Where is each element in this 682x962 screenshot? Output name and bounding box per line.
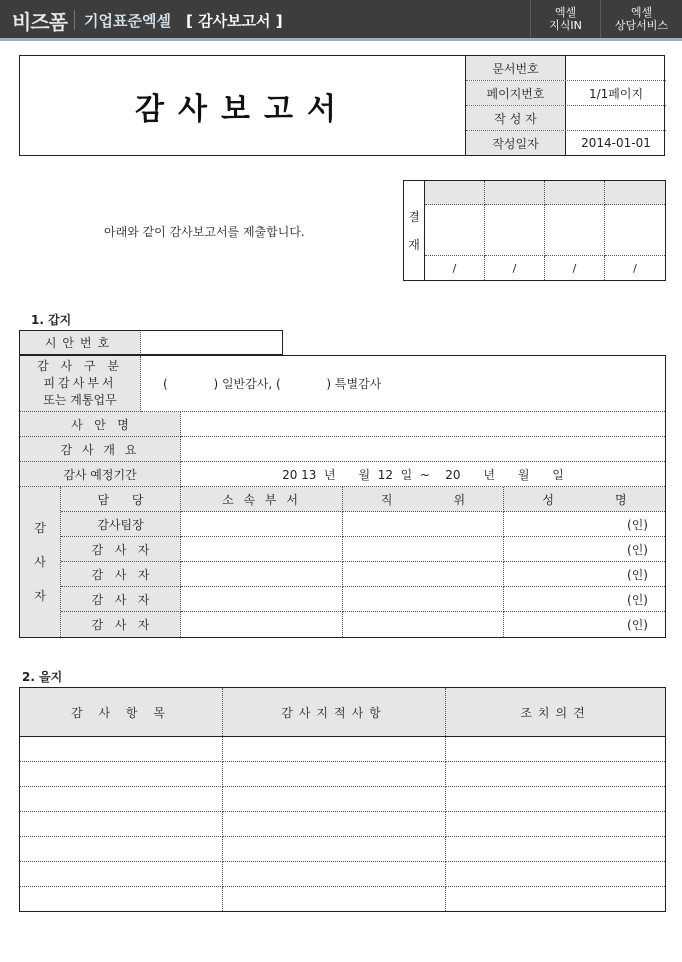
cell[interactable] bbox=[223, 812, 446, 837]
auditor-position[interactable] bbox=[343, 562, 504, 587]
approval-label-top: 결 bbox=[408, 209, 420, 224]
auditor-seal[interactable]: (인) bbox=[627, 618, 648, 632]
excel-knowledge-button[interactable] bbox=[530, 0, 600, 38]
cell[interactable] bbox=[20, 737, 223, 762]
cell[interactable] bbox=[223, 862, 446, 887]
cell[interactable] bbox=[446, 812, 666, 837]
section2-heading: 2. 을지 bbox=[22, 670, 63, 684]
auditor-seal[interactable]: (인) bbox=[504, 587, 665, 612]
table-row bbox=[20, 862, 666, 887]
approval-date-cell[interactable]: / bbox=[545, 256, 605, 280]
meta-row bbox=[466, 106, 666, 131]
auditor-label-1: 감 bbox=[34, 521, 46, 535]
auditor-label-3: 자 bbox=[34, 589, 46, 603]
auditor-role: 감 사 자 bbox=[61, 587, 181, 612]
auditor-dept[interactable] bbox=[181, 512, 343, 537]
cell[interactable] bbox=[223, 887, 446, 912]
consult-service-button[interactable] bbox=[600, 0, 682, 38]
approver-title-cell[interactable] bbox=[425, 181, 485, 205]
meta-label: 작 성 자 bbox=[466, 106, 566, 130]
intro-text: 아래와 같이 감사보고서를 제출합니다. bbox=[104, 225, 305, 239]
col-name: 성 명 bbox=[504, 487, 665, 512]
signature-cell[interactable] bbox=[605, 205, 665, 256]
auditor-role: 감 사 자 bbox=[61, 612, 181, 637]
subject-label: 사 안 명 bbox=[20, 412, 181, 437]
audit-type-label-1: 감 사 구 분 bbox=[37, 359, 123, 373]
meta-row bbox=[466, 131, 666, 155]
col-action: 조치의견 bbox=[446, 688, 666, 737]
table-header-row bbox=[20, 688, 666, 737]
approval-label-bottom: 재 bbox=[408, 237, 420, 252]
auditor-position[interactable] bbox=[343, 612, 504, 637]
overview-value[interactable] bbox=[181, 437, 665, 462]
meta-row bbox=[466, 81, 666, 106]
auditor-seal[interactable]: (인) bbox=[504, 537, 665, 562]
approver-title-cell[interactable] bbox=[485, 181, 545, 205]
auditor-position[interactable] bbox=[343, 512, 504, 537]
cell[interactable] bbox=[446, 787, 666, 812]
cell[interactable] bbox=[446, 737, 666, 762]
consult-service-label-1: 엑셀 bbox=[630, 6, 653, 19]
table-row bbox=[20, 812, 666, 837]
approval-grid bbox=[425, 181, 665, 280]
auditor-role: 감사팀장 bbox=[61, 512, 181, 537]
meta-value[interactable]: 2014-01-01 bbox=[581, 136, 651, 150]
cell[interactable] bbox=[20, 887, 223, 912]
meta-label: 페이지번호 bbox=[466, 81, 566, 105]
period-label: 감사 예정기간 bbox=[20, 462, 181, 487]
auditor-label-2: 사 bbox=[34, 555, 46, 569]
meta-value[interactable] bbox=[566, 56, 666, 80]
col-position: 직 위 bbox=[343, 487, 504, 512]
meta-value[interactable]: 1/1페이지 bbox=[588, 86, 644, 101]
title-block bbox=[19, 55, 665, 156]
auditor-dept[interactable] bbox=[181, 562, 343, 587]
cell[interactable] bbox=[20, 862, 223, 887]
table-row bbox=[20, 762, 666, 787]
table-row bbox=[20, 737, 666, 762]
auditor-position[interactable] bbox=[343, 537, 504, 562]
document-meta bbox=[465, 56, 666, 155]
auditor-role: 감 사 자 bbox=[61, 537, 181, 562]
signature-cell[interactable] bbox=[425, 205, 485, 256]
overview-label: 감 사 개 요 bbox=[20, 437, 181, 462]
auditor-group-label bbox=[20, 487, 61, 637]
cell[interactable] bbox=[446, 862, 666, 887]
divider bbox=[74, 10, 75, 30]
approval-date-cell[interactable]: / bbox=[485, 256, 545, 280]
auditor-seal[interactable]: (인) bbox=[504, 562, 665, 587]
cell[interactable] bbox=[223, 737, 446, 762]
cell[interactable] bbox=[20, 787, 223, 812]
audit-type-label-3: 또는 계통업무 bbox=[43, 393, 117, 407]
auditor-dept[interactable] bbox=[181, 537, 343, 562]
auditor-position[interactable] bbox=[343, 587, 504, 612]
subject-value[interactable] bbox=[181, 412, 665, 437]
auditor-dept[interactable] bbox=[181, 587, 343, 612]
document-title: 감사보고서 bbox=[135, 91, 350, 127]
table-row bbox=[20, 787, 666, 812]
cell[interactable] bbox=[20, 762, 223, 787]
col-findings: 감사지적사항 bbox=[223, 688, 446, 737]
cell[interactable] bbox=[223, 787, 446, 812]
approval-date-cell[interactable]: / bbox=[633, 261, 637, 275]
cell[interactable] bbox=[20, 837, 223, 862]
period-value[interactable]: 20 13 년 월 12 일 ~ 20 년 월 일 bbox=[181, 462, 665, 487]
table-row bbox=[20, 887, 666, 912]
approval-label bbox=[404, 181, 425, 280]
col-role: 담 당 bbox=[61, 487, 181, 512]
approver-title-cell[interactable] bbox=[545, 181, 605, 205]
audit-type-label bbox=[20, 356, 141, 412]
approval-box bbox=[403, 180, 666, 281]
brand-logo[interactable]: 비즈폼 bbox=[12, 10, 67, 34]
meta-value[interactable] bbox=[566, 106, 666, 130]
cell[interactable] bbox=[223, 762, 446, 787]
cell[interactable] bbox=[223, 837, 446, 862]
excel-knowledge-label-1: 엑셀 bbox=[554, 6, 577, 19]
excel-knowledge-label-2: 지식IN bbox=[549, 19, 582, 32]
cell[interactable] bbox=[20, 812, 223, 837]
signature-cell[interactable] bbox=[485, 205, 545, 256]
signature-cell[interactable] bbox=[545, 205, 605, 256]
audit-type-value[interactable]: ( ) 일반감사, ( ) 특별감사 bbox=[141, 356, 665, 412]
auditor-dept[interactable] bbox=[181, 612, 343, 637]
approval-date-cell[interactable]: / bbox=[425, 256, 485, 280]
col-audit-item: 감 사 항 목 bbox=[20, 688, 223, 737]
meta-row bbox=[466, 56, 666, 81]
auditor-role: 감 사 자 bbox=[61, 562, 181, 587]
top-banner bbox=[0, 0, 682, 38]
col-dept: 소 속 부 서 bbox=[181, 487, 343, 512]
audit-type-label-2: 피감사부서 bbox=[43, 376, 117, 390]
approver-title-cell[interactable] bbox=[605, 181, 665, 205]
cell[interactable] bbox=[446, 762, 666, 787]
findings-table bbox=[19, 687, 666, 912]
consult-service-label-2: 상담서비스 bbox=[614, 19, 669, 32]
table-row bbox=[20, 837, 666, 862]
auditor-seal[interactable]: (인) bbox=[504, 512, 665, 537]
meta-label: 문서번호 bbox=[466, 56, 566, 80]
cell[interactable] bbox=[446, 837, 666, 862]
cell[interactable] bbox=[446, 887, 666, 912]
case-no-label: 시안번호 bbox=[19, 330, 141, 355]
case-no-value[interactable] bbox=[140, 330, 283, 355]
header-stripe bbox=[0, 38, 682, 41]
document-tag: [ 감사보고서 ] bbox=[186, 12, 283, 30]
meta-label: 작성일자 bbox=[466, 131, 566, 155]
section1-heading: 1. 갑지 bbox=[31, 313, 72, 327]
brand-subtitle[interactable]: 기업표준엑셀 bbox=[84, 12, 171, 30]
